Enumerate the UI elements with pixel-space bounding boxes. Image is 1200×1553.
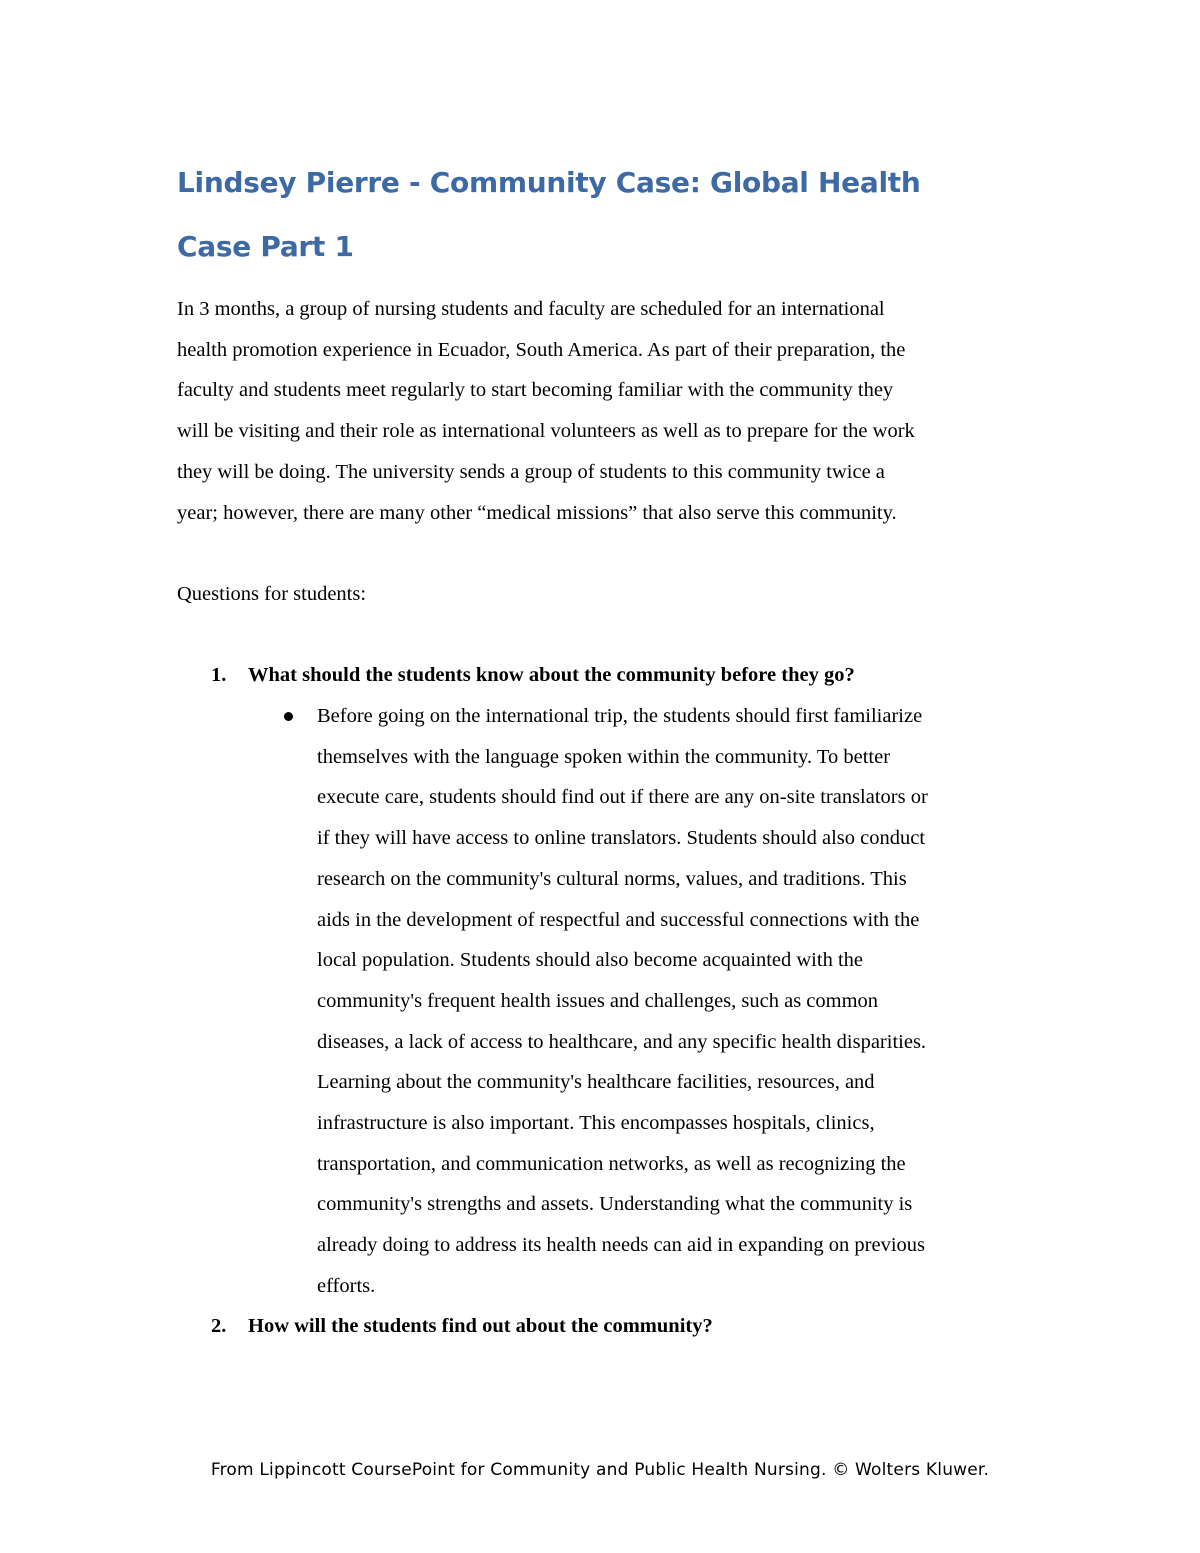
intro-line: health promotion experience in Ecuador, South America. As part of their preparation, the — [177, 338, 906, 361]
answer-line: community's frequent health issues and challenges, such as common — [317, 989, 879, 1012]
answer-line: execute care, students should find out if there are any on-site translators or — [317, 786, 928, 809]
document-title: Lindsey Pierre - Community Case: Global Health — [177, 166, 921, 199]
question-text: How will the students find out about the community? — [248, 1315, 713, 1337]
intro-line: faculty and students meet regularly to start becoming familiar with the community they — [177, 379, 894, 402]
question-number: 1. — [211, 664, 227, 686]
intro-line: In 3 months, a group of nursing students and faculty are scheduled for an international — [177, 298, 885, 320]
answer-line: research on the community's cultural norms, values, and traditions. This — [317, 867, 907, 890]
question-2 — [211, 1306, 713, 1346]
question-1 — [211, 655, 855, 695]
intro-line: will be visiting and their role as international volunteers as well as to prepare for the work — [177, 420, 915, 443]
answer-line: aids in the development of respectful and successful connections with the — [317, 908, 920, 931]
answer-line: efforts. — [317, 1274, 376, 1297]
answer-line: themselves with the language spoken within the community. To better — [317, 745, 891, 768]
answer-line: diseases, a lack of access to healthcare, and any specific health disparities. — [317, 1030, 927, 1053]
answer-line: infrastructure is also important. This encompasses hospitals, clinics, — [317, 1112, 875, 1135]
intro-paragraph — [177, 289, 1037, 533]
answer-line: community's strengths and assets. Understanding what the community is — [317, 1193, 913, 1216]
answer-line: local population. Students should also become acquainted with the — [317, 949, 863, 972]
page-footer: From Lippincott CoursePoint for Community and Public Health Nursing. © Wolters Kluwer. — [210, 1460, 990, 1480]
answer-line: if they will have access to online translators. Students should also conduct — [317, 827, 926, 850]
bullet-icon — [284, 712, 293, 721]
questions-label: Questions for students: — [177, 583, 367, 605]
intro-line: year; however, there are many other “medical missions” that also serve this community. — [177, 501, 897, 524]
case-part-heading: Case Part 1 — [177, 230, 354, 263]
answer-line: Before going on the international trip, the students should first familiarize — [317, 705, 923, 727]
answer-line: transportation, and communication networks, as well as recognizing the — [317, 1152, 906, 1175]
intro-line: they will be doing. The university sends a group of students to this community twice a — [177, 460, 885, 483]
question-text: What should the students know about the community before they go? — [248, 664, 855, 686]
answer-1-bullet — [317, 696, 1037, 1307]
question-number: 2. — [211, 1315, 227, 1337]
answer-line: already doing to address its health needs can aid in expanding on previous — [317, 1234, 926, 1257]
answer-line: Learning about the community's healthcare facilities, resources, and — [317, 1071, 875, 1094]
